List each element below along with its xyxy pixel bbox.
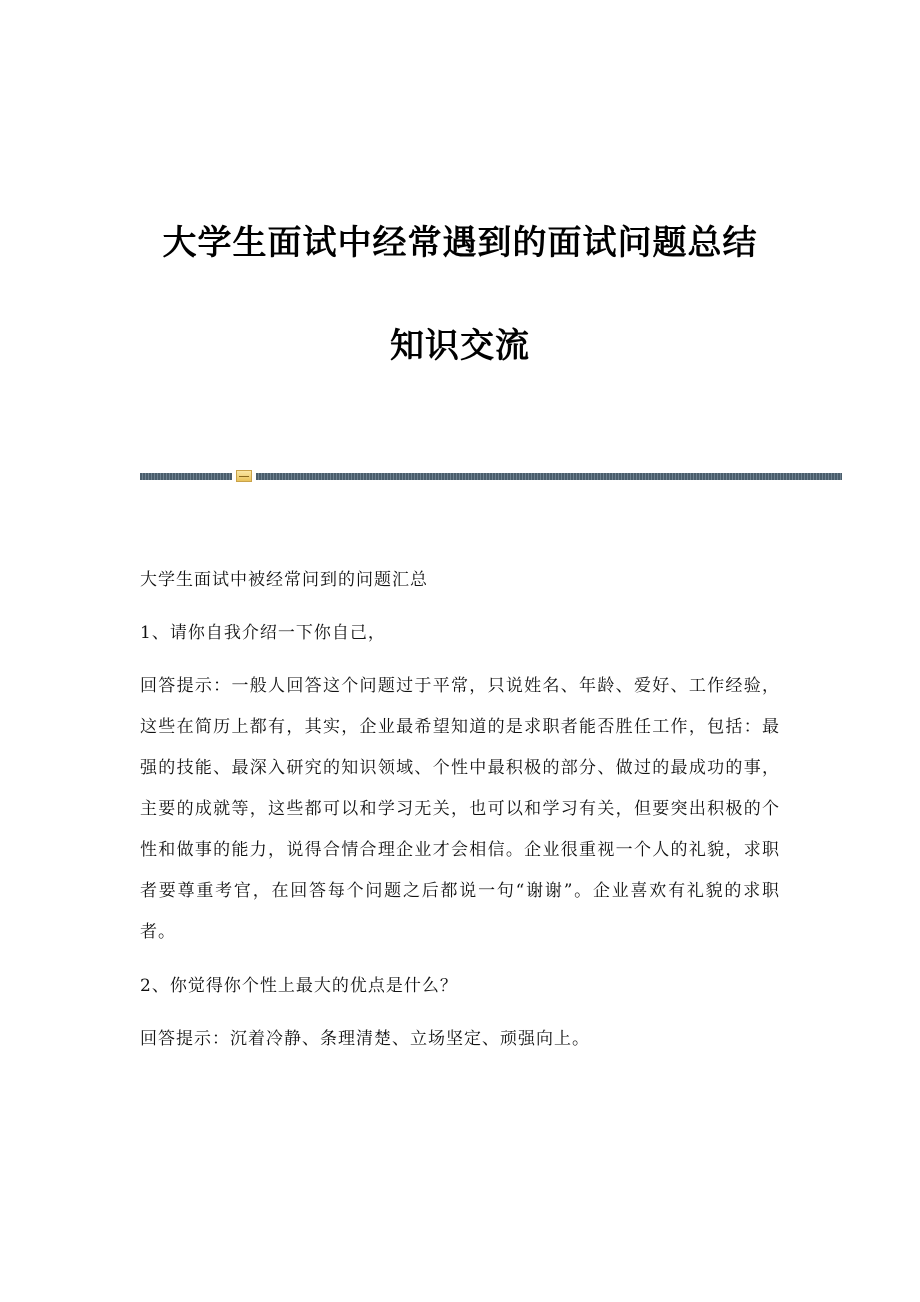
divider-bar-left [140,473,232,480]
document-title-line-1: 大学生面试中经常遇到的面试问题总结 [162,223,758,263]
answer-2: 回答提示：沉着冷静、条理清楚、立场坚定、顽强向上。 [140,1029,590,1049]
question-1: 1、请你自我介绍一下你自己， [140,623,386,643]
divider-bar-right [256,473,842,480]
question-2: 2、你觉得你个性上最大的优点是什么？ [140,976,458,996]
document-body [140,568,780,1080]
answer-1: 回答提示：一般人回答这个问题过于平常，只说姓名、年龄、爱好、工作经验，这些在简历上都有，其实，企业最希望知道的是求职者能否胜任工作，包括：最强的技能、最深入研究的知识领域、个性中最积极的部分、做过的最成功的事，主要的成就等，这些都可以和学习无关，也可以和学习有关，但要突出积极的个性和做事的能力，说得合情合理企业才会相信。企业很重视一个人的礼貌，求职者要尊重考官，在回答每个问题之后都说一句“谢谢”。企业喜欢有礼貌的求职者。 [140,676,780,942]
section-heading: 大学生面试中被经常问到的问题汇总 [140,570,428,590]
decorative-divider [140,470,842,482]
divider-ornament-icon [236,470,252,482]
document-title-line-2: 知识交流 [390,326,530,366]
